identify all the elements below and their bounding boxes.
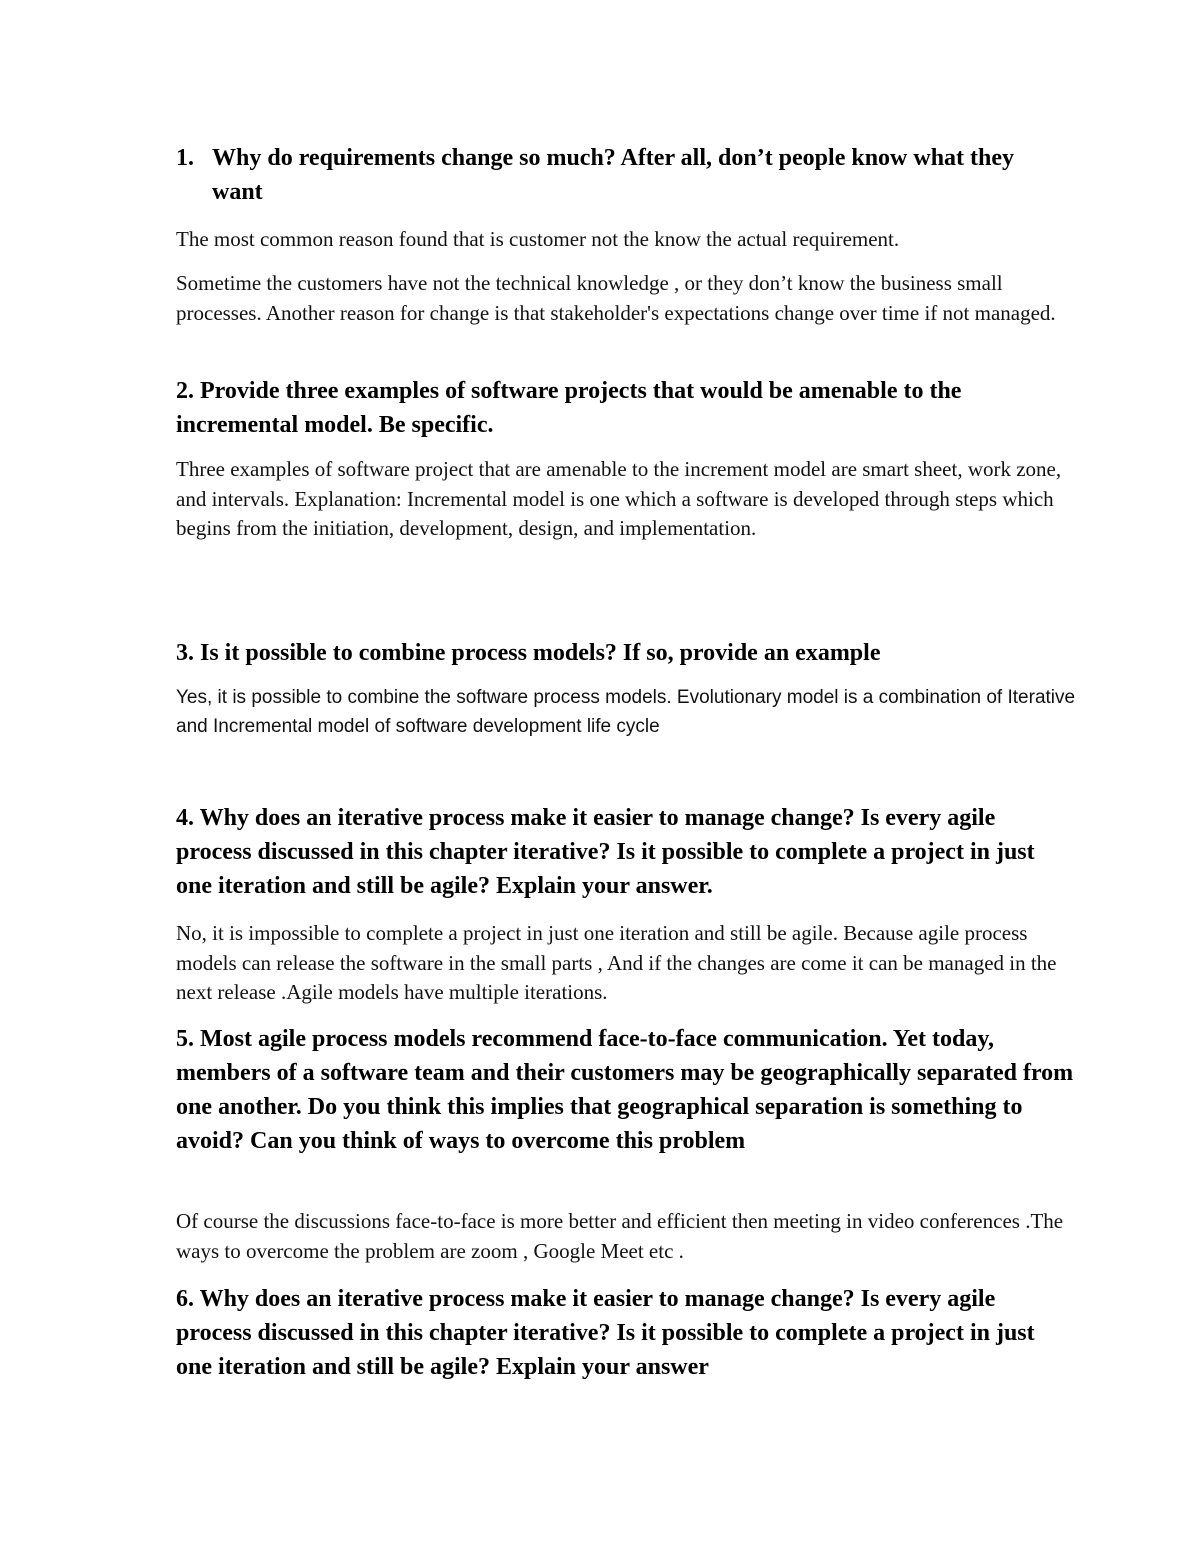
question-1-number: 1. [176,145,194,171]
question-1-text: Why do requirements change so much? After all, don’t people know what they want [212,145,1015,205]
question-1-heading [176,141,1056,209]
question-4-heading: 4. Why does an iterative process make it easier to manage change? Is every agile process discussed in this chapter iterative? Is it possible to complete a project in just one iteration and still be agile? Explain your answer. [176,805,1035,899]
answer-2-paragraph: Three examples of software project that are amenable to the increment model are smart sheet, work zone, and intervals. Explanation: Incremental model is one which a software is developed through steps which begins from the initiation, development, design, and implementation. [176,457,1062,540]
question-6-heading: 6. Why does an iterative process make it easier to manage change? Is every agile process discussed in this chapter iterative? Is it possible to complete a project in just one iteration and still be agile? Explain your answer [176,1286,1035,1380]
answer-1-paragraph-1: The most common reason found that is customer not the know the actual requirement. [176,227,900,251]
question-3-heading: 3. Is it possible to combine process models? If so, provide an example [176,640,881,666]
answer-3-paragraph: Yes, it is possible to combine the software process models. Evolutionary model is a combination of Iterative and Incremental model of software development life cycle [176,687,1076,737]
answer-4-paragraph: No, it is impossible to complete a project in just one iteration and still be agile. Because agile process models can release the software in the small parts , And if the changes are come it can be managed in the next release .Agile models have multiple iterations. [176,921,1057,1004]
question-2-heading: 2. Provide three examples of software projects that would be amenable to the incremental model. Be specific. [176,378,962,438]
answer-1-paragraph-2: Sometime the customers have not the technical knowledge , or they don’t know the business small processes. Another reason for change is that stakeholder's expectations change over time if not managed. [176,271,1056,325]
answer-5-paragraph: Of course the discussions face-to-face is more better and efficient then meeting in video conferences .The ways to overcome the problem are zoom , Google Meet etc . [176,1209,1064,1263]
question-5-heading: 5. Most agile process models recommend face-to-face communication. Yet today, members of a software team and their customers may be geographically separated from one another. Do you think this implies that geographical separation is something to avoid? Can you think of ways to overcome this problem [176,1026,1074,1154]
